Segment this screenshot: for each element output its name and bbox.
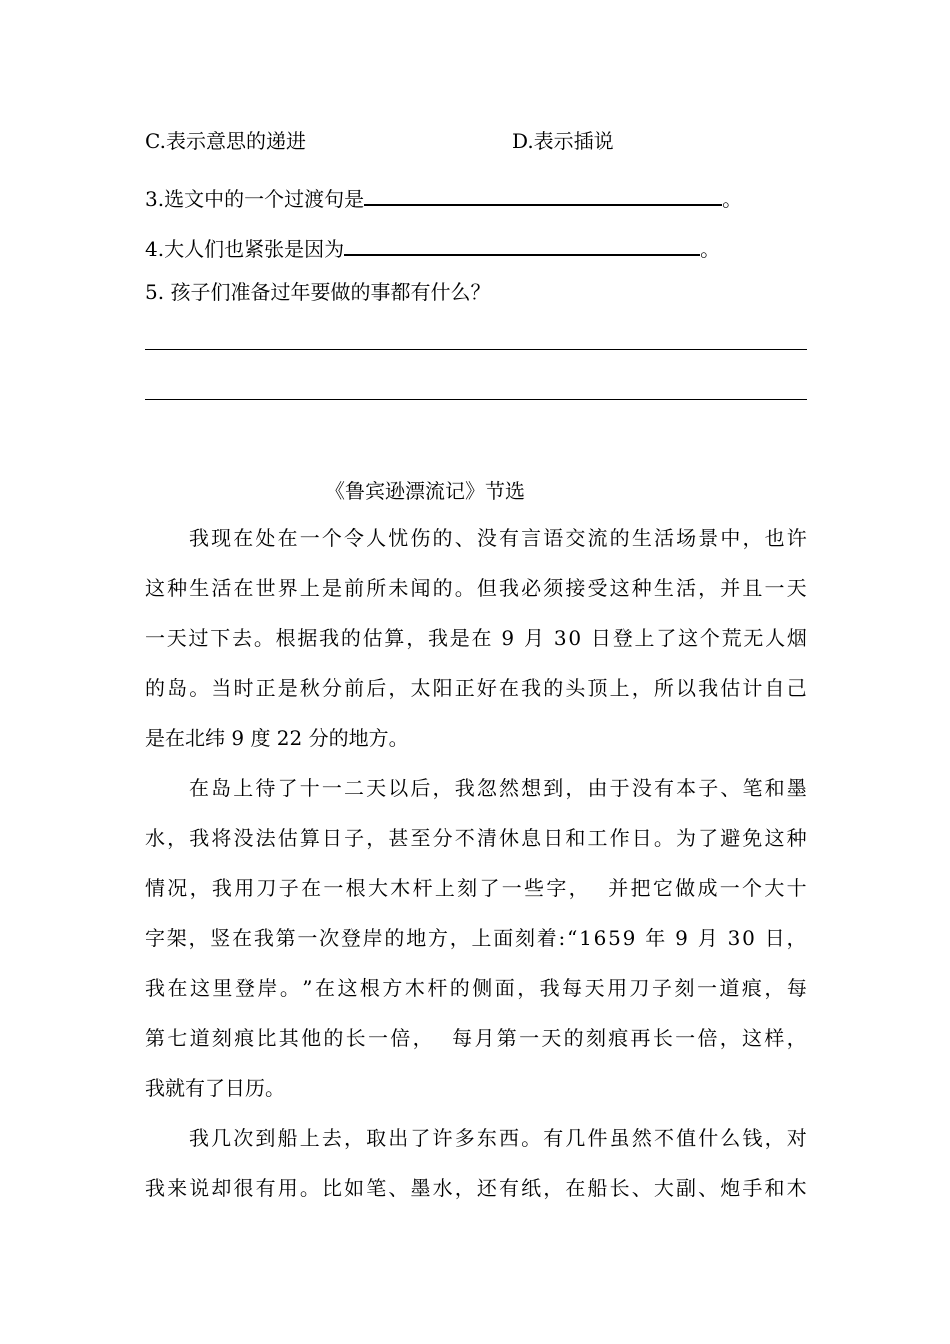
answer-line-1[interactable] — [145, 349, 807, 350]
question-3-answer-blank[interactable] — [364, 182, 722, 206]
question-3-text: 3.选文中的一个过渡句是 — [145, 187, 365, 211]
passage-title: 《鲁宾逊漂流记》节选 — [325, 479, 525, 503]
paragraph-line: 我 在 这 里 登 岸 。 ” 在 这 根 方 木 杆 的 侧 面 ， 我 每 天 用 刀 子 刻 一 道 痕 ， 每 — [145, 976, 807, 1000]
paragraph-1 — [145, 513, 807, 763]
paragraph-line: 这 种 生 活 在 世 界 上 是 前 所 未 闻 的 。 但 我 必 须 接 受 这 种 生 活 ， 并 且 一 天 — [145, 576, 807, 600]
question-3 — [145, 182, 742, 209]
paragraph-line: 是在北纬 9 度 22 分的地方。 — [145, 726, 409, 750]
question-4-text: 4.大人们也紧张是因为 — [145, 237, 345, 261]
question-4-end: 。 — [700, 237, 721, 261]
paragraph-line: 字 架 ， 竖 在 我 第 一 次 登 岸 的 地 方 ， 上 面 刻 着 : “ 1 6 5 9 年 9 月 3 0 日 ， — [145, 926, 807, 950]
paragraph-line: 我 现 在 处 在 一 个 令 人 忧 伤 的 、 没 有 言 语 交 流 的 生 活 场 景 中 ， 也 许 — [189, 526, 807, 550]
paragraph-line: 我就有了日历。 — [145, 1076, 285, 1100]
paragraph-line: 的 岛 。 当 时 正 是 秋 分 前 后 ， 太 阳 正 好 在 我 的 头 顶 上 ， 所 以 我 估 计 自 己 — [145, 676, 807, 700]
paragraph-line: 第 七 道 刻 痕 比 其 他 的 长 一 倍 ， 每 月 第 一 天 的 刻 痕 再 长 一 倍 ， 这 样 ， — [145, 1026, 807, 1050]
question-4-answer-blank[interactable] — [344, 232, 700, 256]
paragraph-line: 情 况 ， 我 用 刀 子 在 一 根 大 木 杆 上 刻 了 一 些 字 ， 并 把 它 做 成 一 个 大 十 — [145, 876, 807, 900]
paragraph-line: 我 几 次 到 船 上 去 ， 取 出 了 许 多 东 西 。 有 几 件 虽 然 不 值 什 么 钱 ， 对 — [189, 1126, 807, 1150]
option-d: D.表示插说 — [512, 129, 614, 153]
paragraph-line: 水 ， 我 将 没 法 估 算 日 子 ， 甚 至 分 不 清 休 息 日 和 工 作 日 。 为 了 避 免 这 种 — [145, 826, 807, 850]
option-c: C.表示意思的递进 — [145, 129, 306, 153]
question-4 — [145, 232, 720, 259]
paragraph-line: 在 岛 上 待 了 十 一 二 天 以 后 ， 我 忽 然 想 到 ， 由 于 没 有 本 子 、 笔 和 墨 — [189, 776, 807, 800]
paragraph-2 — [145, 763, 807, 1113]
paragraph-line: 一 天 过 下 去 。 根 据 我 的 估 算 ， 我 是 在 9 月 3 0 日 登 上 了 这 个 荒 无 人 烟 — [145, 626, 807, 650]
paragraph-line: 我 来 说 却 很 有 用 。 比 如 笔 、 墨 水 ， 还 有 纸 ， 在 船 长 、 大 副 、 炮 手 和 木 — [145, 1176, 807, 1200]
paragraph-3 — [145, 1113, 807, 1213]
question-5: 5. 孩子们准备过年要做的事都有什么？ — [145, 280, 491, 304]
question-3-end: 。 — [722, 187, 743, 211]
answer-line-2[interactable] — [145, 399, 807, 400]
